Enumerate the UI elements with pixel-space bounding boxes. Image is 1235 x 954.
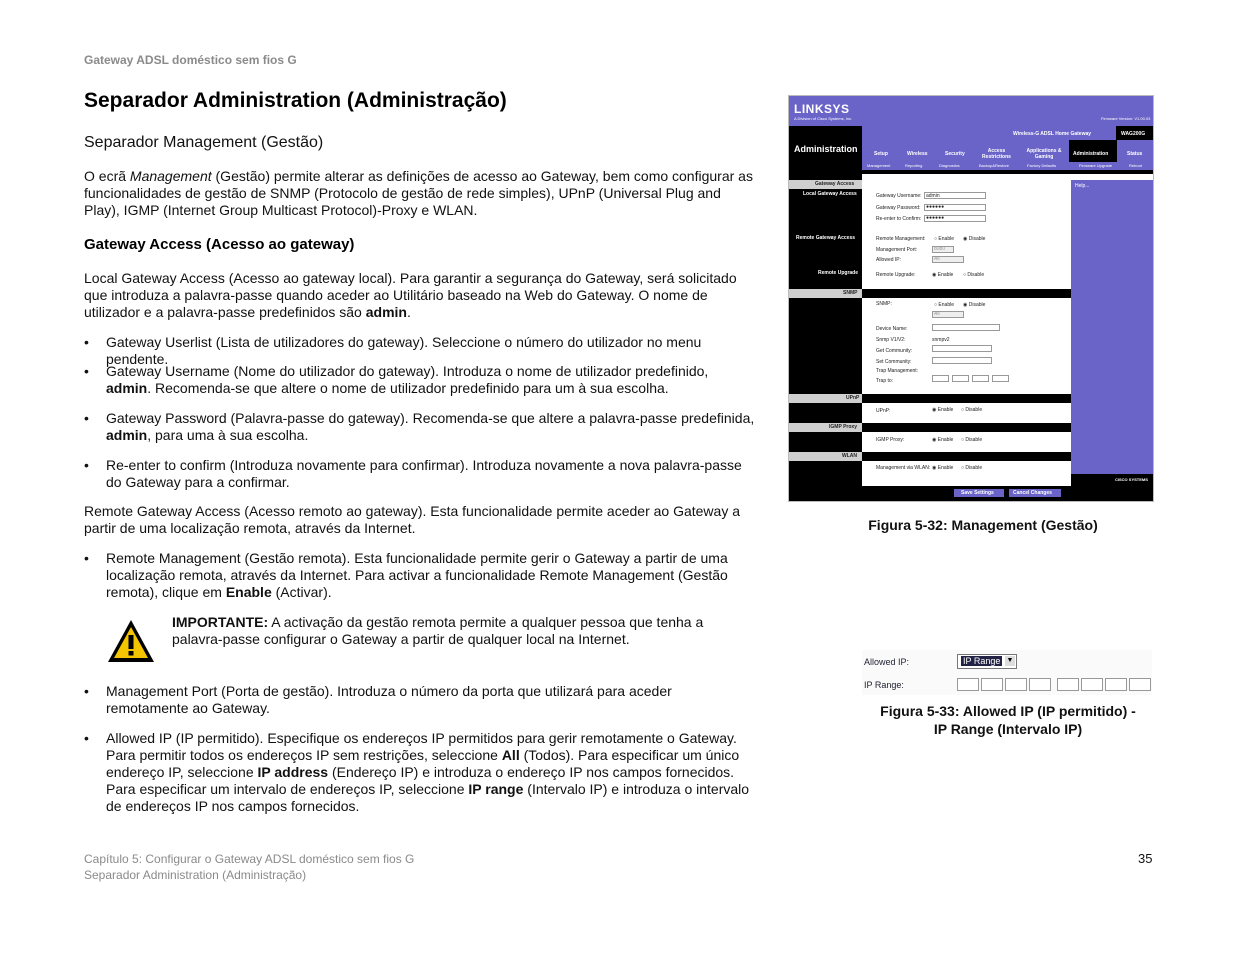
bullet-remote-management (84, 550, 756, 601)
bullet-text: Gateway Username (Nome do utilizador do gateway). Introduza o nome de utilizador predefinido, (106, 363, 709, 379)
igmp-enable-radio[interactable]: ◉ Enable (932, 437, 954, 443)
firmware-version: Firmware Version: V1.00.03 (1101, 116, 1151, 121)
running-header: Gateway ADSL doméstico sem fios G (84, 53, 297, 67)
label-device-name: Device Name: (876, 326, 908, 332)
trap-ip-field-1[interactable] (932, 375, 949, 382)
upgrade-enable-radio[interactable]: ◉ Enable (932, 272, 954, 278)
tab-wireless[interactable]: Wireless (907, 151, 928, 157)
radio-label: Disable (965, 465, 983, 471)
ip-range-field-8[interactable] (1129, 678, 1151, 691)
left-wlan: WLAN (842, 453, 857, 459)
ip-range-field-6[interactable] (1081, 678, 1103, 691)
trap-ip-field-3[interactable] (972, 375, 989, 382)
bullet-text: Re-enter to confirm (Introduza novamente para confirmar). Introduza novamente a nova palavra-passe do Gateway para a confirmar. (106, 457, 742, 490)
trap-ip-field-2[interactable] (952, 375, 969, 382)
mgmt-port-value: 8080 (934, 246, 946, 252)
ip-range-field-5[interactable] (1057, 678, 1079, 691)
intro-post: (Gestão) permite alterar as definições de acesso ao Gateway, bem como configurar as funcionalidades de gestão de SNMP (Protocolo de gestão de rede simples), UPnP (Universal Plug and Play), IGMP (Internet Group Multicast Protocol)-Proxy e WLAN. (84, 168, 753, 218)
bullet-bold-all: All (501, 747, 520, 763)
label-allowed-ip: Allowed IP: (876, 257, 902, 263)
help-link[interactable]: Help... (1075, 183, 1090, 189)
page-number: 35 (1138, 851, 1153, 866)
label-snmp-version: Snmp V1/V2: (876, 337, 906, 343)
remote-enable-radio[interactable]: ○ Enable (934, 236, 954, 242)
bullet-username (84, 363, 756, 397)
set-community-field[interactable] (932, 357, 992, 364)
remote-disable-radio[interactable]: ◉ Disable (963, 236, 986, 242)
intro-pre: O ecrã (84, 168, 130, 184)
radio-label: Enable (938, 302, 954, 308)
tab-access-restrictions[interactable]: Access Restrictions (982, 148, 1011, 160)
important-note (172, 614, 712, 648)
cancel-changes-label: Cancel Changes (1013, 490, 1052, 496)
local-access-paragraph (84, 270, 759, 321)
radio-label: Enable (937, 272, 954, 278)
trap-ip-field-4[interactable] (992, 375, 1009, 382)
snmp-select-value: All (934, 311, 940, 317)
igmp-disable-radio[interactable]: ○ Disable (961, 437, 983, 443)
bullet-bold: admin (106, 427, 148, 443)
model-name: WAG200G (1121, 131, 1146, 137)
intro-em: Management (129, 168, 212, 184)
snmp-disable-radio[interactable]: ◉ Disable (963, 302, 986, 308)
bullet-text-post: (Activar). (271, 584, 332, 600)
important-text: A activação da gestão remota permite a qualquer pessoa que tenha a palavra-passe configurar o Gateway a partir de qualquer local na Internet. (172, 614, 704, 647)
left-gateway-access: Gateway Access (815, 181, 855, 187)
save-settings-label: Save Settings (961, 490, 994, 496)
footer-line1: Capítulo 5: Configurar o Gateway ADSL doméstico sem fios G (84, 852, 415, 866)
left-igmp: IGMP Proxy (829, 424, 857, 430)
bullet-text: Management Port (Porta de gestão). Introduza o número da porta que utilizará para aceder remotamente ao Gateway. (106, 683, 672, 716)
radio-label: Disable (967, 272, 985, 278)
ip-range-field-4[interactable] (1029, 678, 1051, 691)
label-igmp: IGMP Proxy: (876, 437, 905, 443)
bullet-bold: admin (106, 380, 148, 396)
snmp-version-value: snmpv2 (932, 337, 950, 343)
bullet-password (84, 410, 756, 444)
radio-label: Disable (965, 437, 983, 443)
bullet-text: Allowed IP (IP permitido). Especifique os endereços IP permitidos para gerir remotamente o Gateway. Para permitir todos os endereços IP sem restrições, seleccione (106, 730, 737, 763)
label-get-community: Get Community: (876, 348, 913, 354)
igmp-divider (862, 423, 1071, 432)
upnp-disable-radio[interactable]: ○ Disable (961, 407, 983, 413)
footer-line2: Separador Administration (Administração) (84, 868, 307, 882)
important-label: IMPORTANTE: (172, 614, 269, 630)
subtitle: Separador Management (Gestão) (84, 134, 324, 151)
figure-33-caption-line2: IP Range (Intervalo IP) (933, 721, 1083, 737)
ui-help-column (1071, 180, 1153, 501)
subtab-reboot[interactable]: Reboot (1129, 163, 1142, 168)
confirm-value: ●●●●●● (926, 215, 945, 221)
section-heading: Gateway Access (Acesso ao gateway) (84, 236, 355, 253)
footer (84, 851, 414, 883)
chevron-down-icon: ▼ (1006, 657, 1014, 664)
local-bold: admin (365, 304, 407, 320)
bullet-text-post: , para uma à sua escolha. (147, 427, 309, 443)
label-remote-upgrade: Remote Upgrade: (876, 272, 916, 278)
left-remote-access: Remote Gateway Access (796, 235, 856, 241)
ip-range-field-2[interactable] (981, 678, 1003, 691)
intro-paragraph (84, 168, 759, 219)
bullet-text: Remote Management (Gestão remota). Esta funcionalidade permite gerir o Gateway a partir de uma localização remota, através da Internet. Para activar a funcionalidade Remote Management (Gestão remota), clique em (106, 550, 728, 600)
tab-applications-gaming[interactable]: Applications & Gaming (1026, 148, 1062, 160)
figure-33-caption-line1: Figura 5-33: Allowed IP (IP permitido) - (880, 703, 1136, 719)
page-title: Separador Administration (Administração) (84, 89, 507, 112)
figure-32-caption: Figura 5-32: Management (Gestão) (868, 517, 1098, 533)
device-name-field[interactable] (932, 324, 1000, 331)
subtab-factory-defaults[interactable]: Factory Defaults (1027, 163, 1057, 168)
radio-label: Enable (937, 465, 954, 471)
bullet-text: Gateway Password (Palavra-passe do gateway). Recomenda-se que altere a palavra-passe predefinida, (106, 410, 755, 426)
bullet-allowed-ip (84, 730, 756, 815)
ip-range-select-value: IP Range (963, 656, 1001, 666)
fig33-allowed-label: Allowed IP: (864, 657, 910, 667)
label-mgmt-port: Management Port: (876, 247, 918, 253)
bullet-text-4: (Intervalo IP) e introduza o intervalo de endereços IP nos campos fornecidos. (106, 781, 750, 814)
bullet-text: Gateway Userlist (Lista de utilizadores do gateway). Seleccione o número do utilizador no menu pendente. (106, 334, 702, 367)
snmp-divider (862, 289, 1071, 298)
wlan-disable-radio[interactable]: ○ Disable (961, 465, 983, 471)
left-upnp: UPnP (846, 395, 860, 401)
left-snmp: SNMP (843, 290, 858, 296)
subtab-backup-restore[interactable]: Backup&Restore (979, 163, 1010, 168)
radio-label: Enable (938, 236, 954, 242)
product-name: Wireless-G ADSL Home Gateway (1013, 131, 1092, 137)
allowed-ip-range-screenshot (862, 650, 1152, 695)
radio-label: Disable (968, 236, 986, 242)
upgrade-disable-radio[interactable]: ○ Disable (963, 272, 985, 278)
fig33-range-label: IP Range: (864, 680, 904, 690)
ip-range-select[interactable] (957, 654, 1017, 669)
left-remote-upgrade: Remote Upgrade (818, 270, 859, 276)
label-upnp: UPnP: (876, 408, 891, 414)
wlan-enable-radio[interactable]: ◉ Enable (932, 465, 954, 471)
left-local-access: Local Gateway Access (803, 191, 857, 197)
label-trap-to: Trap to: (876, 378, 894, 384)
radio-label: Enable (937, 437, 954, 443)
radio-label: Disable (965, 407, 983, 413)
password-value: ●●●●●● (926, 204, 945, 210)
figure-33-caption (838, 702, 1178, 738)
subtab-diagnostics[interactable]: Diagnostics (939, 163, 960, 168)
label-wlan: Management via WLAN: (876, 465, 931, 471)
label-password: Gateway Password: (876, 205, 921, 211)
label-confirm: Re-enter to Confirm: (876, 216, 922, 222)
label-username: Gateway Username: (876, 193, 922, 199)
bullet-text-2: (Todos). Para especificar um único endereço IP, seleccione (106, 747, 740, 780)
tab-security[interactable]: Security (945, 151, 965, 157)
product-bar (862, 126, 1153, 140)
get-community-field[interactable] (932, 345, 992, 352)
brand-subtitle: A Division of Cisco Systems, Inc. (794, 116, 853, 121)
label-trap-management: Trap Management: (876, 368, 919, 374)
linksys-logo: LINKSYS (794, 102, 850, 116)
subtab-reporting[interactable]: Reporting (905, 163, 923, 168)
local-post: . (406, 304, 411, 320)
subtab-management[interactable]: Management (867, 163, 891, 168)
bullet-reenter (84, 457, 756, 491)
warning-icon (106, 618, 156, 664)
username-value: admin (926, 193, 940, 199)
remote-access-paragraph: Remote Gateway Access (Acesso remoto ao gateway). Esta funcionalidade permite aceder ao Gateway a partir de uma localização remota, através da Internet. (84, 503, 741, 536)
wlan-divider (862, 452, 1071, 461)
label-remote-management: Remote Management: (876, 236, 926, 242)
label-set-community: Set Community: (876, 359, 912, 365)
ip-range-field-7[interactable] (1105, 678, 1127, 691)
tab-administration[interactable]: Administration (1073, 151, 1109, 157)
allowed-ip-value: All (934, 256, 940, 262)
router-management-screenshot (788, 95, 1154, 502)
ip-range-field-1[interactable] (957, 678, 979, 691)
snmp-enable-radio[interactable]: ○ Enable (934, 302, 954, 308)
ip-range-field-3[interactable] (1005, 678, 1027, 691)
bullet-text-post: . Recomenda-se que altere o nome de utilizador predefinido para um à sua escolha. (147, 380, 669, 396)
bullet-bold-iprange: IP range (468, 781, 524, 797)
bullet-bold: Enable (225, 584, 272, 600)
bullet-text-3: (Endereço IP) e introduza o endereço IP nos campos fornecidos. Para especificar um intervalo de endereços IP, seleccione (106, 764, 735, 797)
tab-status[interactable]: Status (1127, 151, 1143, 157)
cisco-logo: CISCO SYSTEMS (1115, 477, 1148, 482)
tab-setup[interactable]: Setup (874, 151, 888, 157)
bullet-management-port (84, 683, 756, 717)
radio-label: Enable (937, 407, 954, 413)
upnp-divider (862, 394, 1071, 403)
section-label: Administration (794, 144, 858, 154)
subtab-firmware-upgrade[interactable]: Firmware Upgrade (1079, 163, 1113, 168)
label-snmp: SNMP: (876, 301, 892, 307)
radio-label: Disable (968, 302, 986, 308)
local-pre: Local Gateway Access (Acesso ao gateway local). Para garantir a segurança do Gateway, será solicitado que introduza a palavra-passe quando aceder ao Utilitário baseado na Web do Gateway. O nome de utilizador e a palavra-passe predefinidos são (84, 270, 737, 320)
upnp-enable-radio[interactable]: ◉ Enable (932, 407, 954, 413)
ui-bottom-left (789, 486, 862, 501)
bullet-bold-ipaddress: IP address (257, 764, 329, 780)
